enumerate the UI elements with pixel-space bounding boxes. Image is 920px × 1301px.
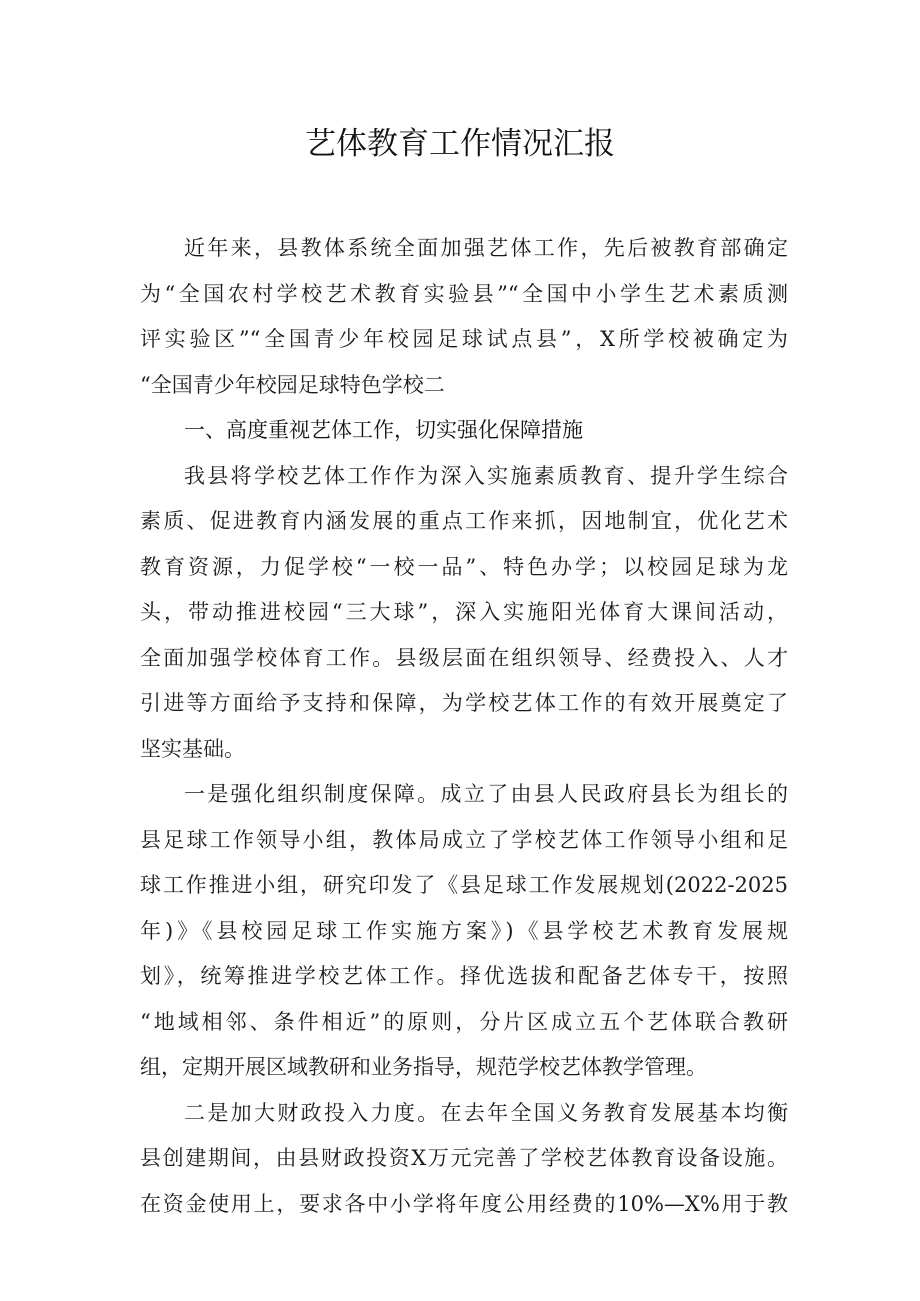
paragraph-line: 为“全国农村学校艺术教育实验县”“全国中小学生艺术素质测 <box>140 281 788 306</box>
paragraph-line: 县创建期间，由县财政投资X万元完善了学校艺体教育设备设施。 <box>140 1146 788 1170</box>
document-title: 艺体教育工作情况汇报 <box>305 126 615 162</box>
document-body <box>140 226 788 1227</box>
paragraph-line: “地域相邻、条件相近”的原则，分片区成立五个艺体联合教研 <box>140 1009 788 1034</box>
paragraph-line: 全面加强学校体育工作。县级层面在组织领导、经费投入、人才 <box>140 645 788 670</box>
paragraph-line: 评实验区”“全国青少年校园足球试点县”，X所学校被确定为 <box>140 327 788 351</box>
paragraph-line: 球工作推进小组，研究印发了《县足球工作发展规划(2022-2025 <box>140 873 788 897</box>
paragraph-line: 年)》《县校园足球工作实施方案》)《县学校艺术教育发展规 <box>140 918 788 943</box>
paragraph-line: 县足球工作领导小组，教体局成立了学校艺体工作领导小组和足 <box>140 827 788 852</box>
paragraph-line: 一是强化组织制度保障。成立了由县人民政府县长为组长的 <box>184 782 788 806</box>
paragraph-line: 素质、促进教育内涵发展的重点工作来抓，因地制宜，优化艺术 <box>140 509 788 533</box>
paragraph-line: 教育资源，力促学校“一校一品”、特色办学；以校园足球为龙 <box>140 554 788 579</box>
paragraph-line: “全国青少年校园足球特色学校二 <box>140 372 445 397</box>
paragraph-line: 头，带动推进校园“三大球”，深入实施阳光体育大课间活动， <box>140 600 788 624</box>
paragraph-line: 二是加大财政投入力度。在去年全国义务教育发展基本均衡 <box>184 1100 788 1125</box>
paragraph-line: 划》，统筹推进学校艺体工作。择优选拔和配备艺体专干，按照 <box>140 964 788 988</box>
paragraph-line: 在资金使用上，要求各中小学将年度公用经费的10%—X%用于教 <box>140 1191 788 1216</box>
paragraph-line: 我县将学校艺体工作作为深入实施素质教育、提升学生综合 <box>184 463 788 488</box>
paragraph-line: 组，定期开展区域教研和业务指导，规范学校艺体教学管理。 <box>140 1055 707 1079</box>
paragraph-line: 引进等方面给予支持和保障，为学校艺体工作的有效开展奠定了 <box>140 691 788 715</box>
paragraph-line: 坚实基础。 <box>140 736 245 761</box>
section-heading: 一、高度重视艺体工作，切实强化保障措施 <box>184 418 583 442</box>
paragraph-line: 近年来，县教体系统全面加强艺体工作，先后被教育部确定 <box>184 236 788 260</box>
